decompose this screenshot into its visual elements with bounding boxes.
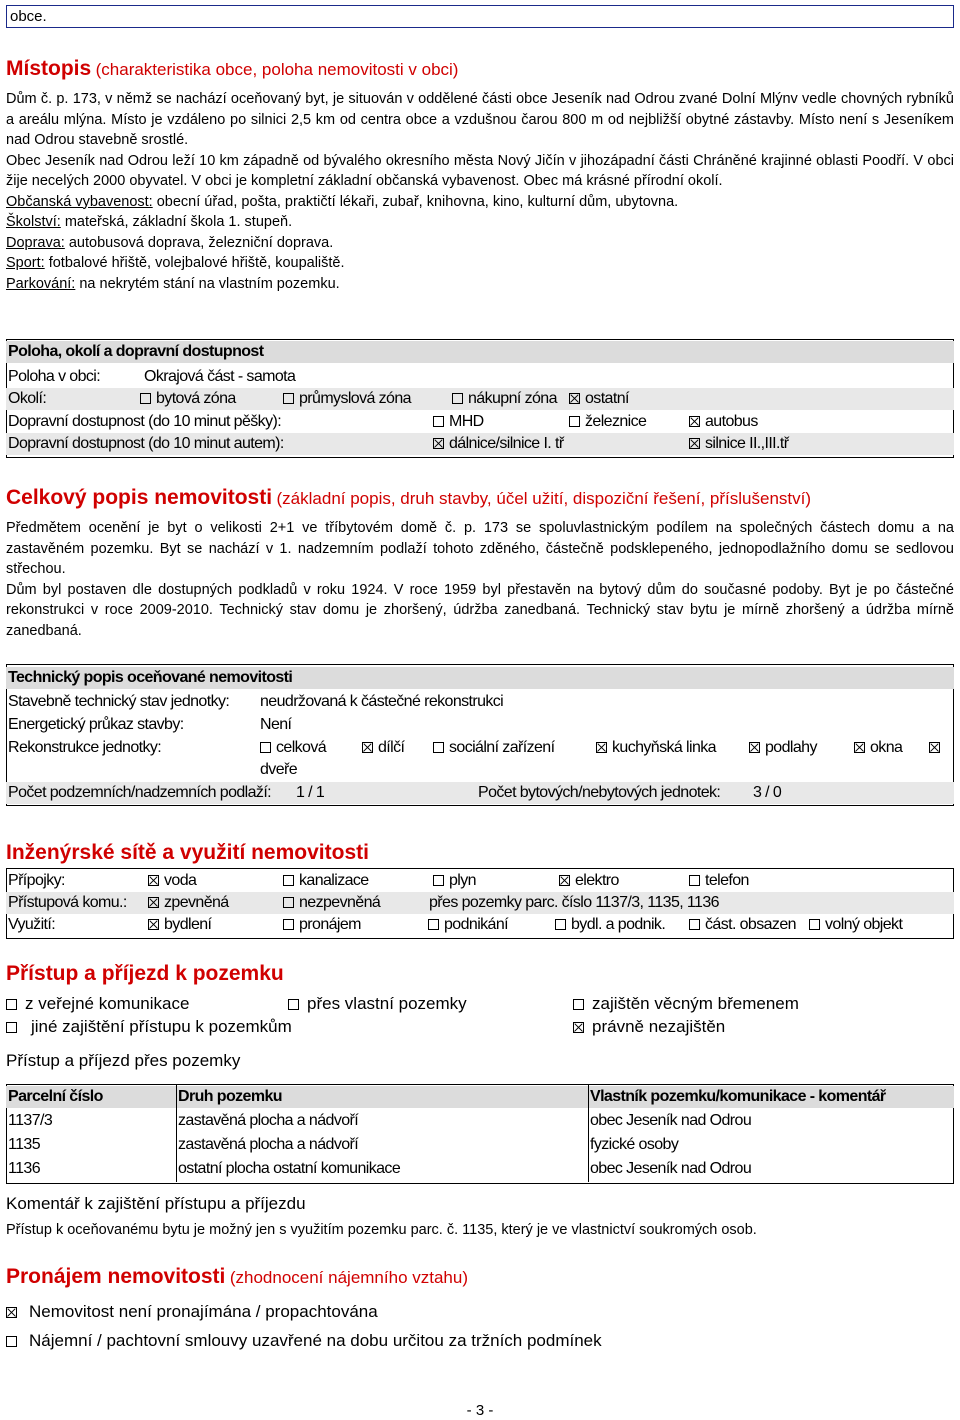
pripojky-voda[interactable] bbox=[148, 870, 196, 892]
technicky-header: Technický popis oceňované nemovitosti bbox=[6, 667, 954, 689]
jednotky-label: Počet bytových/nebytových jednotek: bbox=[478, 784, 721, 801]
mistopis-subtitle: (charakteristika obce, poloha nemovitosti v obci) bbox=[95, 60, 459, 79]
col-parcelni: Parcelní číslo bbox=[8, 1088, 103, 1105]
option-label: bytová zóna bbox=[156, 390, 236, 407]
mistopis-item-text: autobusová doprava, železniční doprava. bbox=[64, 234, 334, 251]
checkbox-unchecked-icon[interactable] bbox=[809, 919, 820, 930]
celkovy-subtitle: (základní popis, druh stavby, účel užití, dispoziční řešení, příslušenství) bbox=[276, 489, 812, 508]
mistopis-items bbox=[6, 192, 954, 295]
mistopis-item-text: obecní úřad, pošta, praktičtí lékaři, zubař, knihovna, kino, kulturní dům, ubytovna. bbox=[152, 193, 679, 210]
checkbox-checked-icon[interactable] bbox=[362, 742, 373, 753]
mistopis-item bbox=[6, 192, 954, 213]
stav-row bbox=[6, 691, 954, 713]
table-row bbox=[6, 1134, 954, 1156]
mistopis-item-label: Sport: bbox=[6, 255, 45, 271]
pristup-pres-vlastni-pozemky[interactable] bbox=[288, 994, 467, 1014]
checkbox-unchecked-icon[interactable] bbox=[433, 416, 444, 427]
pristup-subtitle: Přístup a příjezd přes pozemky bbox=[6, 1051, 241, 1070]
option-label: podnikání bbox=[444, 916, 508, 933]
checkbox-checked-icon[interactable] bbox=[854, 742, 865, 753]
checkbox-checked-icon[interactable] bbox=[559, 875, 570, 886]
checkbox-unchecked-icon[interactable] bbox=[283, 875, 294, 886]
rekonstrukce-row bbox=[6, 737, 954, 759]
checkbox-unchecked-icon[interactable] bbox=[689, 919, 700, 930]
okoli-prumyslova-zona[interactable] bbox=[283, 388, 411, 410]
komu-nezpevnena[interactable] bbox=[283, 892, 380, 914]
mistopis-paragraph-2: Obec Jeseník nad Odrou leží 10 km západně od bývalého okresního města Nový Jičín v jihozápadní části Chráněné krajinné oblasti Poodří. V obci žije necelých 2000 obyvatel. V obci je kompletní základní občanská vybavenost. Obec má krásné přírodní okolí. bbox=[6, 152, 954, 189]
pronajem-subtitle: (zhodnocení nájemního vztahu) bbox=[229, 1268, 468, 1287]
checkbox-unchecked-icon[interactable] bbox=[428, 919, 439, 930]
option-label: ostatní bbox=[585, 390, 629, 407]
top-fragment-text: obce. bbox=[10, 8, 47, 25]
prukaz-value: Není bbox=[260, 716, 292, 733]
table-cell: zastavěná plocha a nádvoří bbox=[178, 1136, 359, 1153]
pesky-row bbox=[6, 411, 954, 433]
option-label: nákupní zóna bbox=[468, 390, 557, 407]
option-label: sociální zařízení bbox=[449, 739, 555, 756]
pronajem-title: Pronájem nemovitosti bbox=[6, 1265, 226, 1288]
option-label: přes vlastní pozemky bbox=[307, 994, 467, 1013]
checkbox-checked-icon[interactable] bbox=[433, 438, 444, 449]
table-cell: obec Jeseník nad Odrou bbox=[590, 1112, 752, 1129]
pesky-zeleznice[interactable] bbox=[569, 411, 646, 433]
option-label: z veřejné komunikace bbox=[25, 994, 190, 1013]
option-label: podlahy bbox=[765, 739, 817, 756]
mistopis-item-label: Doprava: bbox=[6, 234, 65, 251]
checkbox-unchecked-icon[interactable] bbox=[569, 416, 580, 427]
comment-text: Přístup k oceňovanému bytu je možný jen s využitím pozemku parc. č. 1135, který je ve vlastnictví soukromých osob. bbox=[6, 1222, 757, 1238]
checkbox-unchecked-icon[interactable] bbox=[555, 919, 566, 930]
autem-row bbox=[6, 433, 954, 455]
celkovy-title: Celkový popis nemovitosti bbox=[6, 486, 273, 509]
inzenyrske-heading bbox=[6, 841, 369, 865]
checkbox-unchecked-icon[interactable] bbox=[573, 999, 584, 1010]
col-vlastnik: Vlastník pozemku/komunikace - komentář bbox=[590, 1088, 886, 1105]
podlazi-label: Počet podzemních/nadzemních podlaží: bbox=[8, 784, 272, 801]
option-label: autobus bbox=[705, 413, 758, 430]
table-cell: obec Jeseník nad Odrou bbox=[590, 1160, 752, 1177]
pesky-autobus[interactable] bbox=[689, 411, 758, 433]
checkbox-unchecked-icon[interactable] bbox=[283, 919, 294, 930]
checkbox-checked-icon[interactable] bbox=[749, 742, 760, 753]
rekonstrukce-podlahy[interactable] bbox=[749, 737, 817, 759]
pesky-mhd[interactable] bbox=[433, 411, 484, 433]
table-cell: 1135 bbox=[8, 1136, 41, 1153]
vyuziti-row bbox=[6, 914, 954, 936]
mistopis-item bbox=[6, 253, 954, 274]
komu-label: Přístupová komu.: bbox=[8, 894, 127, 911]
pronajem-option[interactable] bbox=[6, 1331, 602, 1351]
option-label: průmyslová zóna bbox=[299, 390, 411, 407]
option-label: nezpevněná bbox=[299, 894, 381, 911]
komu-note: přes pozemky parc. číslo 1137/3, 1135, 1136 bbox=[429, 894, 719, 911]
checkbox-unchecked-icon[interactable] bbox=[6, 1022, 17, 1033]
podlazi-value: 1 / 1 bbox=[296, 784, 325, 801]
celkovy-heading bbox=[6, 486, 811, 510]
option-label: část. obsazen bbox=[705, 916, 796, 933]
mistopis-heading bbox=[6, 57, 458, 81]
option-label: kanalizace bbox=[299, 872, 369, 889]
vyuziti-label: Využití: bbox=[8, 916, 56, 933]
vyuziti-volny-objekt[interactable] bbox=[809, 914, 902, 936]
pripojky-row bbox=[6, 870, 954, 892]
pesky-label: Dopravní dostupnost (do 10 minut pěšky): bbox=[8, 413, 282, 430]
okoli-ostatni[interactable] bbox=[569, 388, 629, 410]
page-number: - 3 - bbox=[466, 1402, 494, 1419]
pristup-title: Přístup a příjezd k pozemku bbox=[6, 962, 284, 985]
option-label: jiné zajištění přístupu k pozemkům bbox=[31, 1017, 292, 1036]
option-label: dálnice/silnice I. tř bbox=[449, 435, 564, 452]
checkbox-checked-icon[interactable] bbox=[148, 875, 159, 886]
option-label: MHD bbox=[449, 413, 484, 430]
option-label: voda bbox=[164, 872, 197, 889]
vyuziti-cast-obsazen[interactable] bbox=[689, 914, 796, 936]
option-label: bydl. a podnik. bbox=[571, 916, 666, 933]
komu-zpevnena[interactable] bbox=[148, 892, 229, 914]
option-label: Nemovitost není pronajímána / propachtována bbox=[29, 1302, 378, 1321]
table-cell: fyzické osoby bbox=[590, 1136, 679, 1153]
poloha-table-header: Poloha, okolí a dopravní dostupnost bbox=[6, 341, 954, 363]
pristup-pravne-nezajisten[interactable] bbox=[573, 1017, 725, 1037]
prukaz-label: Energetický průkaz stavby: bbox=[8, 716, 184, 733]
checkbox-unchecked-icon[interactable] bbox=[288, 999, 299, 1010]
rekonstrukce-socialni-zarizeni[interactable] bbox=[433, 737, 554, 759]
stav-label: Stavebně technický stav jednotky: bbox=[8, 693, 230, 710]
option-label: železnice bbox=[585, 413, 647, 430]
checkbox-unchecked-icon[interactable] bbox=[283, 393, 294, 404]
pristup-heading bbox=[6, 962, 284, 986]
celkovy-paragraph-1: Předmětem ocenění je byt o velikosti 2+1 ve tříbytovém domě č. p. 173 se spoluvlastnickým podílem na společných částech domu a na zastavěném pozemku. Byt se nachází v 1. nadzemním podlaží tohoto zděného, částečně podsklepeného, jednopodlažního domu se sedlovou střechou. bbox=[6, 520, 954, 577]
vyuziti-bydl-a-podnik[interactable] bbox=[555, 914, 665, 936]
option-label: okna bbox=[870, 739, 903, 756]
checkbox-unchecked-icon[interactable] bbox=[6, 999, 17, 1010]
table-cell: zastavěná plocha a nádvoří bbox=[178, 1112, 359, 1129]
mistopis-item-label: Občanská vybavenost: bbox=[6, 193, 153, 210]
mistopis-paragraph-1: Dům č. p. 173, v němž se nachází oceňovaný byt, je situován v oddělené části obce Jeseník nad Odrou zvané Dolní Mlýnv vedle chovných rybníků a areálu mlýna. Místo je vzdáleno po silnici 2,5 km od centra obce a vzdušnou čarou 800 m od nejbližší obytné zástavby. Místo není s Jeseníkem nad Odrou stavebně srostlé. bbox=[6, 91, 954, 148]
option-label: zajištěn věcným břemenem bbox=[592, 994, 799, 1013]
checkbox-unchecked-icon[interactable] bbox=[140, 393, 151, 404]
jednotky-value: 3 / 0 bbox=[753, 784, 782, 801]
checkbox-checked-icon[interactable] bbox=[6, 1307, 17, 1318]
top-fragment-box bbox=[6, 5, 954, 28]
checkbox-checked-icon[interactable] bbox=[689, 416, 700, 427]
mistopis-item-text: fotbalové hřiště, volejbalové hřiště, koupaliště. bbox=[44, 255, 345, 271]
checkbox-checked-icon[interactable] bbox=[929, 742, 940, 753]
option-label: dílčí bbox=[378, 739, 405, 756]
mistopis-item-label: Parkování: bbox=[6, 275, 76, 292]
option-label: elektro bbox=[575, 872, 619, 889]
okoli-label: Okolí: bbox=[8, 390, 47, 407]
checkbox-unchecked-icon[interactable] bbox=[433, 742, 444, 753]
table-row bbox=[6, 1110, 954, 1132]
rekonstrukce-dilci[interactable] bbox=[362, 737, 404, 759]
comment-title: Komentář k zajištění přístupu a příjezdu bbox=[6, 1194, 306, 1213]
pripojky-plyn[interactable] bbox=[433, 870, 476, 892]
pripojky-telefon[interactable] bbox=[689, 870, 749, 892]
komu-row bbox=[6, 892, 954, 914]
checkbox-checked-icon[interactable] bbox=[148, 897, 159, 908]
autem-dalnice-silnice-i-tr[interactable] bbox=[433, 433, 564, 455]
checkbox-checked-icon[interactable] bbox=[148, 919, 159, 930]
vyuziti-bydleni[interactable] bbox=[148, 914, 211, 936]
poloha-value: Okrajová část - samota bbox=[144, 368, 296, 385]
rekonstrukce-row-2 bbox=[6, 759, 954, 781]
pristup-table-header bbox=[6, 1086, 954, 1108]
celkovy-paragraph-2: Dům byl postaven dle dostupných podkladů v roku 1924. V roce 1959 byl přestavěn na bytový dům do současné podoby. Byt je po částečné rekonstrukci v roce 2009-2010. Technický stav domu je zhoršený, údržba zanedbaná. Technický stav bytu je mírně zhoršený a údržba mírně zanedbaná. bbox=[6, 581, 954, 639]
pristup-zajisten-vecnym-bremenem[interactable] bbox=[573, 994, 799, 1014]
rekonstrukce-dvere-label: dveře bbox=[260, 761, 298, 778]
checkbox-checked-icon[interactable] bbox=[689, 438, 700, 449]
option-label: Nájemní / pachtovní smlouvy uzavřené na dobu určitou za tržních podmínek bbox=[29, 1331, 602, 1350]
inzenyrske-title: Inženýrské sítě a využití nemovitosti bbox=[6, 841, 369, 864]
rekonstrukce-kuchynska-linka[interactable] bbox=[596, 737, 716, 759]
option-label: plyn bbox=[449, 872, 476, 889]
option-label: telefon bbox=[705, 872, 749, 889]
checkbox-checked-icon[interactable] bbox=[569, 393, 580, 404]
autem-silnice-ii-iii-tr[interactable] bbox=[689, 433, 788, 455]
table-cell: 1136 bbox=[8, 1160, 41, 1177]
rekonstrukce-label: Rekonstrukce jednotky: bbox=[8, 739, 162, 756]
option-label: celková bbox=[276, 739, 327, 756]
checkbox-unchecked-icon[interactable] bbox=[260, 742, 271, 753]
mistopis-item-text: na nekrytém stání na vlastním pozemku. bbox=[75, 275, 340, 292]
pristup-z-verejne-komunikace[interactable] bbox=[6, 994, 189, 1014]
checkbox-checked-icon[interactable] bbox=[573, 1022, 584, 1033]
poloha-label: Poloha v obci: bbox=[8, 368, 101, 385]
vyuziti-pronajem[interactable] bbox=[283, 914, 361, 936]
option-label: kuchyňská linka bbox=[612, 739, 716, 756]
pripojky-kanalizace[interactable] bbox=[283, 870, 369, 892]
checkbox-unchecked-icon[interactable] bbox=[6, 1336, 17, 1347]
table-cell: ostatní plocha ostatní komunikace bbox=[178, 1160, 401, 1177]
podlazi-row bbox=[6, 782, 954, 804]
option-label: pronájem bbox=[299, 916, 361, 933]
okoli-nakupni-zona[interactable] bbox=[452, 388, 557, 410]
mistopis-item-label: Školství: bbox=[6, 214, 61, 230]
okoli-row bbox=[6, 388, 954, 410]
option-label: zpevněná bbox=[164, 894, 229, 911]
poloha-row bbox=[6, 366, 954, 388]
pristup-jine-zajisteni-pristupu-k-pozemkum[interactable] bbox=[6, 1017, 292, 1037]
mistopis-item bbox=[6, 274, 954, 295]
rekonstrukce-dvere-checkbox[interactable] bbox=[929, 737, 945, 759]
rekonstrukce-okna[interactable] bbox=[854, 737, 902, 759]
pripojky-elektro[interactable] bbox=[559, 870, 619, 892]
prukaz-row bbox=[6, 714, 954, 736]
mistopis-item bbox=[6, 212, 954, 233]
option-label: volný objekt bbox=[825, 916, 903, 933]
mistopis-item-text: mateřská, základní škola 1. stupeň. bbox=[60, 214, 293, 230]
col-druh: Druh pozemku bbox=[178, 1088, 282, 1105]
autem-label: Dopravní dostupnost (do 10 minut autem): bbox=[8, 435, 284, 452]
celkovy-body bbox=[6, 518, 954, 641]
mistopis-title: Místopis bbox=[6, 57, 92, 80]
checkbox-checked-icon[interactable] bbox=[596, 742, 607, 753]
pronajem-heading bbox=[6, 1265, 468, 1289]
vyuziti-podnikani[interactable] bbox=[428, 914, 508, 936]
table-row bbox=[6, 1158, 954, 1180]
okoli-bytova-zona[interactable] bbox=[140, 388, 236, 410]
rekonstrukce-celkova[interactable] bbox=[260, 737, 326, 759]
checkbox-unchecked-icon[interactable] bbox=[433, 875, 444, 886]
mistopis-body bbox=[6, 89, 954, 294]
checkbox-unchecked-icon[interactable] bbox=[283, 897, 294, 908]
option-label: silnice II.,III.tř bbox=[705, 435, 789, 452]
option-label: bydlení bbox=[164, 916, 212, 933]
checkbox-unchecked-icon[interactable] bbox=[689, 875, 700, 886]
mistopis-item bbox=[6, 233, 954, 254]
checkbox-unchecked-icon[interactable] bbox=[452, 393, 463, 404]
stav-value: neudržovaná k částečné rekonstrukci bbox=[260, 693, 504, 710]
pronajem-option[interactable] bbox=[6, 1302, 378, 1322]
option-label: právně nezajištěn bbox=[592, 1017, 726, 1036]
table-cell: 1137/3 bbox=[8, 1112, 53, 1129]
pripojky-label: Přípojky: bbox=[8, 872, 65, 889]
